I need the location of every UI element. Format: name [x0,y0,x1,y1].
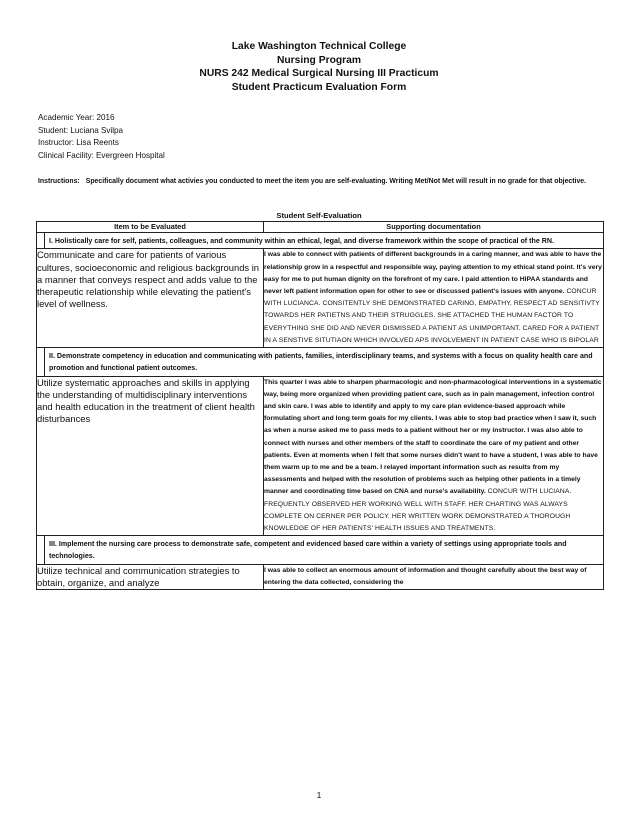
table-caption: Student Self-Evaluation [276,211,362,220]
instructions [38,176,598,188]
meta-block [38,112,165,162]
instructions-text: Specifically document what activies you conducted to meet the item you are self-evaluating. Writing Met/Not Met will result in no grade for that objective. [85,178,587,185]
column-header-item: Item to be Evaluated [37,222,264,233]
page-number: 1 [316,790,322,800]
student-documentation: This quarter I was able to sharpen pharmacologic and non-pharmacological interventions in a systematic way, being more organized when providing patient care, such as in pain management, infection control and skin care. I was able to identify and apply to my care plan evidence-based approach while formulating short and long term goals for my clients. I was able to stop bad practice when I saw it, such as when a nurse asked me to pass meds to a patient without her or my instructor. I was also able to connect with nurses and other members of the staff to coordinate the care of my patient and other patients. Even at moments when I felt that some nurses didn't want to have a student, I was able to have them warm up to me and be a team. I relayed important information such as results from my assessments and helped with the resolution of problems such as helping other patients in a timely manner and coordinating time based on CNA and nurse's availability. [264,378,602,496]
instructor-comment: CONCUR WITH LUCIANA. FREQUENTLY OBSERVED HER WORKING WELL WITH STAFF. HER CHARTING WAS ALWAYS COMPLETE ON CERNER PER POLICY. HER WRITTEN WORK DEMONSTRATED A THOROUGH KNOWLEDGE OF HER PATIENTS' HEALTH ISSUES AND TREATMENTS. [264,488,572,532]
instructor-comment: CONCUR WITH LUCIANCA. CONSITENTLY SHE DEMONSTRATED CARING, EMPATHY, RESPECT AD SENSITIVTY TOWARDS HER PATIETNS AND THEIR STRUGGLES. SHE ATTACHED THE HUMAN FACTOR TO EVERYTHING SHE DID AND NEVER DISMISSED A PATIENT AS UNIMPORTANT. CARED FOR A PATIENT IN A SENSTIVE SITUTIAON WHICH INVOLVED APS INVOLVEMENT IN PATIENT CASE WHO IS BIPOLAR [264,287,600,344]
doc-cell [264,376,604,536]
item-cell: Communicate and care for patients of various cultures, socioeconomic and religious backgrounds in a manner that conveys respect and adds value to the therapeutic relationship while elevating the patient's level of wellness. [37,249,264,348]
doc-cell [264,564,604,589]
form-title: Student Practicum Evaluation Form [231,81,407,93]
section-heading: II. Demonstrate competency in education and communicating with patients, families, interdisciplinary teams, and systems with a focus on quality health care and promotion and functional patient outcomes. [45,347,604,376]
clinical-facility: Clinical Facility: Evergreen Hospital [38,150,165,160]
table-row [37,564,604,589]
table-row [37,376,604,536]
column-header-doc: Supporting documentation [264,222,604,233]
doc-cell [264,249,604,348]
section-row [37,233,604,249]
course-title: NURS 242 Medical Surgical Nursing III Practicum [199,68,439,79]
section-row [37,536,604,565]
table-row [37,249,604,348]
student-documentation: I was able to connect with patients of different backgrounds in a caring manner, and was able to have the relationship grow in a respectful and responsible way, paying attention to my ethical stand point. It's very easy for me to put human dignity on the forefront of my care. I paid attention to HIPAA standards and never left patient information open for other to see or discussed patient's issues with anyone. [264,251,602,295]
item-cell: Utilize technical and communication strategies to obtain, organize, and analyze [37,564,264,589]
section-row [37,347,604,376]
academic-year: Academic Year: 2016 [38,113,115,122]
instructions-label: Instructions: [38,178,80,185]
item-cell: Utilize systematic approaches and skills in applying the understanding of multidisciplinary interventions and health education in the treatment of client health disturbances [37,376,264,536]
evaluation-table [36,221,604,590]
student-name: Student: Luciana Svilpa [38,125,124,135]
instructor-name: Instructor: Lisa Reents [38,138,119,148]
section-heading: I. Holistically care for self, patients, colleagues, and community within an ethical, legal, and diverse framework within the scope of practical of the RN. [45,233,604,249]
student-documentation: I was able to collect an enormous amount of information and thought carefully about the best way of entering the data collected, considering the [264,566,587,586]
header-block [0,40,638,94]
college-name: Lake Washington Technical College [231,41,407,52]
program-name: Nursing Program [276,54,362,66]
table-header-row [37,222,604,233]
section-heading: III. Implement the nursing care process to demonstrate safe, competent and evidenced based care within a variety of settings using appropriate tools and technologies. [45,536,604,565]
